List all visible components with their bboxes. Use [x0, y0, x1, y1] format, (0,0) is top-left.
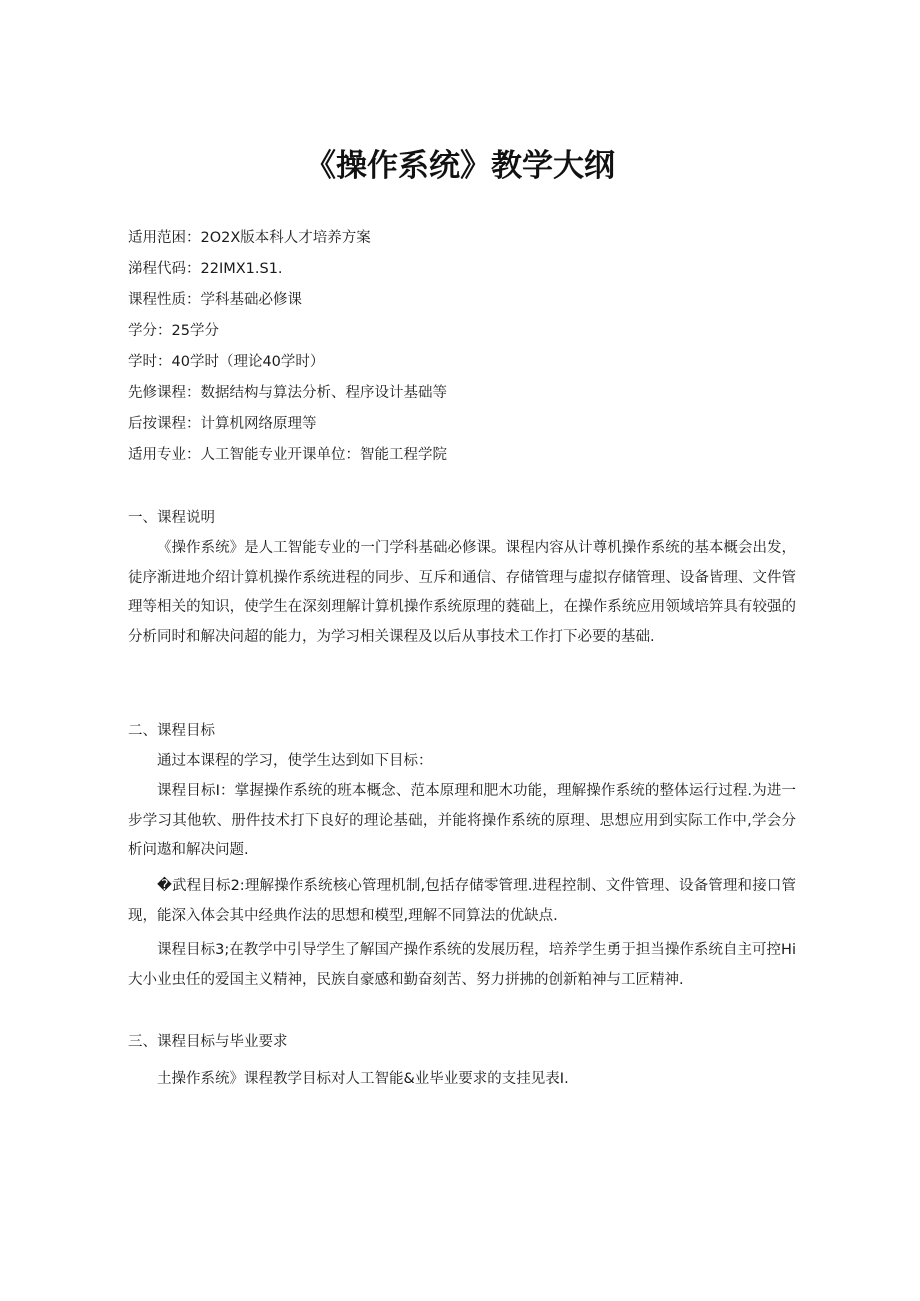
section2-goal2: �武程目标2:理解操作系统核心管理机制,包括存储零管理.进程控制、文件管理、设备管理和接口管现，能深入体会其中经典作法的思想和模型,理解不同算法的优缺点. [128, 878, 796, 924]
meta-course-nature: 课程性质：学科基础必修课 [128, 292, 302, 308]
meta-course-code: 涕程代码：22IMX1.S1. [128, 261, 283, 277]
section3-heading: 三、课程目标与毕业要求 [128, 1034, 288, 1050]
section2-intro: 通过本课程的学习，使学生达到如下目标： [157, 753, 433, 769]
meta-hours: 学时：40学时（理论40学时） [128, 354, 325, 370]
meta-prerequisites: 先修课程：数据结构与算法分析、程序设计基础等 [128, 385, 447, 401]
section2-goal1: 课程目标I：掌握操作系统的班本概念、范本原理和肥木功能，理解操作系统的整体运行过程.为进一步学习其他软、册件技术打下良好的理论基础，并能将操作系统的原理、思想应用到实际工作中,学会分析问遨和解决问题. [128, 783, 796, 858]
section1-paragraph: 《操作系统》是人工智能专业的一门学科基础必修课。课程内容从计尊机操作系统的基本概会出发，徒序渐进地介绍计算机操作系统进程的同步、互斥和通信、存储管理与虚拟存储管理、设备皆理、文件管理等相关的知识，使学生在深刻理解计算机操作系统原理的蕤础上，在操作系统应用领域培笄具有较强的分析同时和解决问超的能力，为学习相关课程及以后从事技术工作打下必要的基础. [128, 540, 796, 645]
meta-major-and-unit: 适用专业：人工智能专业开课单位：智能工程学院 [128, 447, 447, 463]
section2-heading: 二、课程目标 [128, 723, 215, 739]
section2-goal3: 课程目标3;在教学中引导学生了解国产操作系统的发展历程，培养学生勇于担当操作系统自主可控Hi大小业虫任的爱国主义精神，民族自豪感和勤奋刻苦、努力拼拂的创新粕神与工匠精神. [128, 942, 796, 988]
section3-paragraph: 土操作系统》课程教学目标对人工智能&业毕业要求的支挂见表I. [157, 1071, 569, 1087]
course-meta-block [128, 226, 808, 474]
meta-credits: 学分：25学分 [128, 323, 219, 339]
meta-scope: 适用范困：2O2X版本科人才培养方案 [128, 230, 371, 246]
section1-heading: 一、课程说明 [128, 510, 215, 526]
document-title: 《操作系统》教学大纲 [305, 148, 615, 184]
meta-followup-courses: 后按课程：计算机网络原理等 [128, 416, 317, 432]
